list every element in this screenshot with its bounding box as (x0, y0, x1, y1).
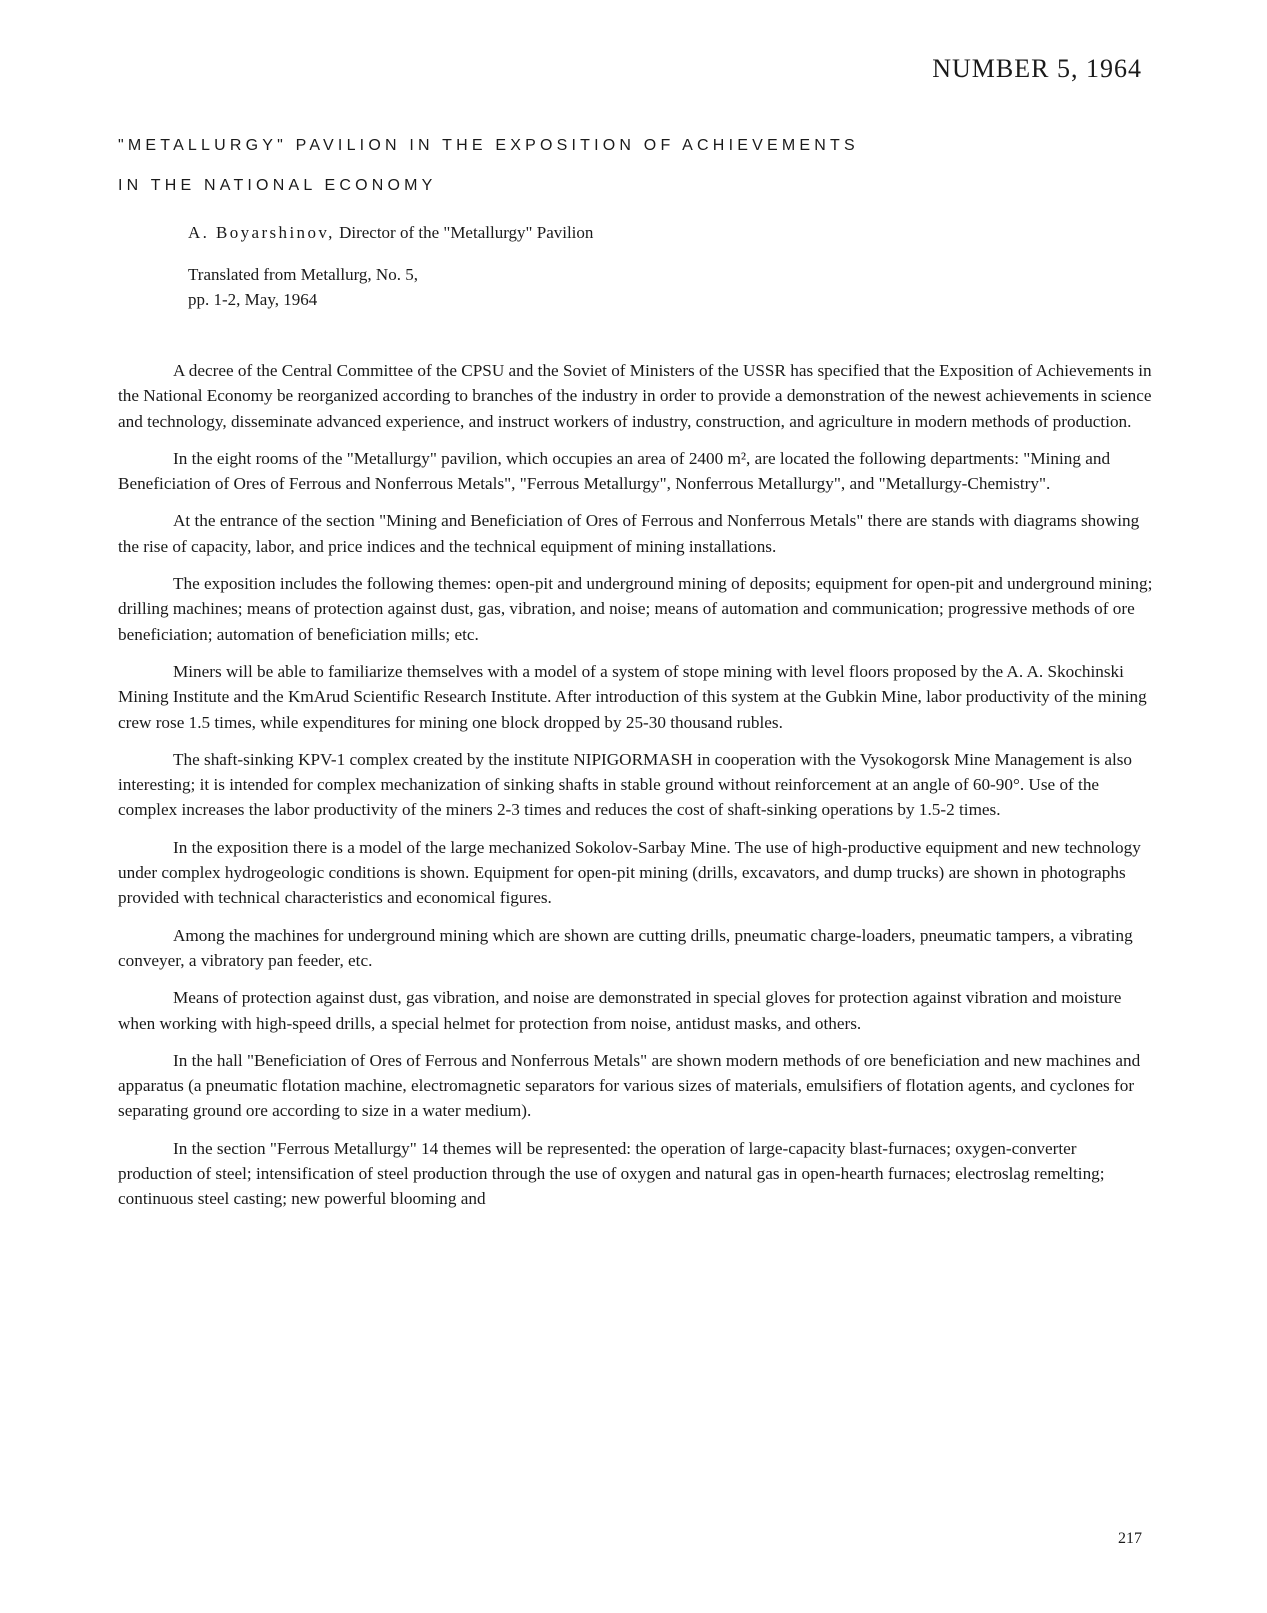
paragraph-9: Means of protection against dust, gas vibration, and noise are demonstrated in special gloves for protection against vibration and moisture when working with high-speed drills, a special helmet for protection from noise, antidust masks, and others. (118, 988, 1122, 1033)
paragraph-4: The exposition includes the following themes: open-pit and underground mining of deposits; equipment for open-pit and underground mining; drilling machines; means of protection against dust, gas, vibration, and noise; means of automation and communication; progressive methods of ore beneficiation; automation of beneficiation mills; etc. (118, 574, 1153, 644)
paragraph-2: In the eight rooms of the "Metallurgy" pavilion, which occupies an area of 2400 m², are located the following departments: "Mining and Beneficiation of Ores of Ferrous and Nonferrous Metals", "Ferrous Metallurgy", Nonferrous Metallurgy", and "Metallurgy-Chemistry". (118, 448, 1111, 494)
paragraph-7: In the exposition there is a model of the large mechanized Sokolov-Sarbay Mine. The use of high-productive equipment and new technology under complex hydrogeologic conditions is shown. Equipment for open-pit mining (drills, excavators, and dump trucks) are shown in photographs provided with technical characteristics and economical figures. (118, 837, 1141, 908)
issue-header: NUMBER 5, 1964 (932, 54, 1142, 83)
paragraph-3: At the entrance of the section "Mining and Beneficiation of Ores of Ferrous and Nonferrous Metals" there are stands with diagrams showing the rise of capacity, labor, and price indices and the technical equipment of mining installations. (118, 511, 1140, 556)
article-title-line-2: IN THE NATIONAL ECONOMY (118, 177, 437, 194)
paragraph-10: In the hall "Beneficiation of Ores of Ferrous and Nonferrous Metals" are shown modern methods of ore beneficiation and new machines and apparatus (a pneumatic flotation machine, electromagnetic separators for various sizes of materials, emulsifiers of flotation agents, and cyclones for separating ground ore according to size in a water medium). (118, 1050, 1141, 1121)
translation-source (188, 262, 418, 312)
page-number: 217 (1118, 1530, 1142, 1547)
paragraph-5: Miners will be able to familiarize themselves with a model of a system of stope mining with level floors proposed by the A. A. Skochinski Mining Institute and the KmArud Scientific Research Institute. After introduction of this system at the Gubkin Mine, labor productivity of the mining crew rose 1.5 times, while expenditures for mining one block dropped by 25-30 thousand rubles. (118, 661, 1147, 732)
paragraph-6: The shaft-sinking KPV-1 complex created by the institute NIPIGORMASH in cooperation with the Vysokogorsk Mine Management is also interesting; it is intended for complex mechanization of sinking shafts in stable ground without reinforcement at an angle of 60-90°. Use of the complex increases the labor productivity of the miners 2-3 times and reduces the cost of shaft-sinking operations by 1.5-2 times. (118, 749, 1133, 820)
paragraph-8: Among the machines for underground mining which are shown are cutting drills, pneumatic charge-loaders, pneumatic tampers, a vibrating conveyer, a vibratory pan feeder, etc. (118, 925, 1133, 970)
source-line-2: pp. 1-2, May, 1964 (188, 290, 318, 309)
paragraph-1: A decree of the Central Committee of the CPSU and the Soviet of Ministers of the USSR has specified that the Exposition of Achievements in the National Economy be reorganized according to branches of the industry in order to provide a demonstration of the newest achievements in science and technology, disseminate advanced experience, and instruct workers of industry, construction, and agriculture in modern methods of production. (118, 361, 1152, 431)
article-body (118, 358, 1154, 1224)
byline (188, 223, 593, 243)
source-line-1: Translated from Metallurg, No. 5, (188, 265, 418, 284)
author-role: Director of the "Metallurgy" Pavilion (339, 223, 594, 242)
paragraph-11: In the section "Ferrous Metallurgy" 14 themes will be represented: the operation of large-capacity blast-furnaces; oxygen-converter production of steel; intensification of steel production through the use of oxygen and natural gas in open-hearth furnaces; electroslag remelting; continuous steel casting; new powerful blooming and (118, 1138, 1105, 1209)
author-name: A. Boyarshinov, (188, 223, 335, 242)
article-title-line-1: "METALLURGY" PAVILION IN THE EXPOSITION OF ACHIEVEMENTS (118, 137, 859, 154)
